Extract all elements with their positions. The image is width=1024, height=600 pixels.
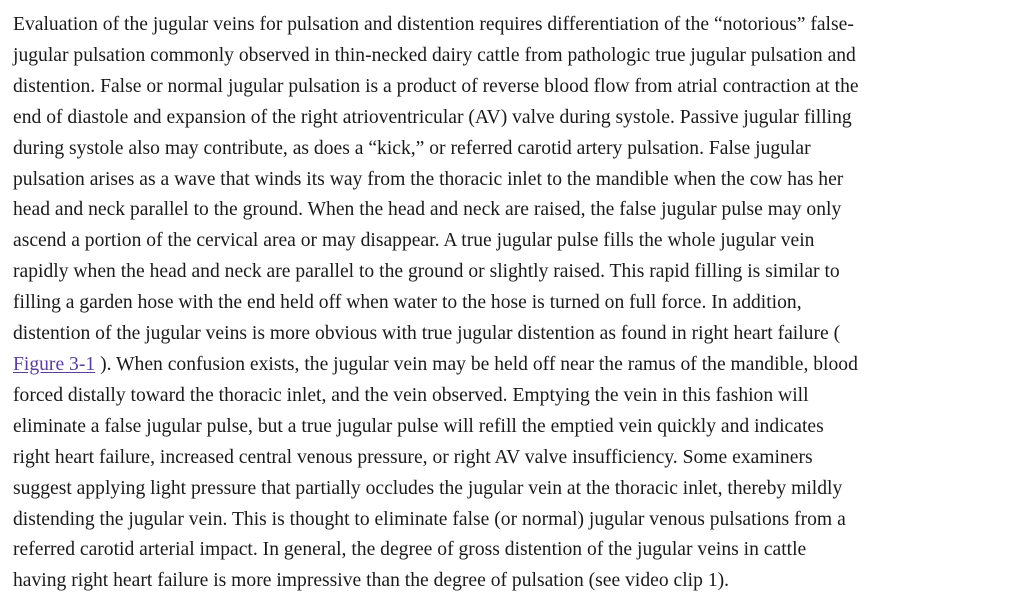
text-line: referred carotid arterial impact. In general, the degree of gross distention of the jugular veins in cattle [13,539,807,561]
text-line: eliminate a false jugular pulse, but a true jugular pulse will refill the emptied vein quickly and indicates [13,415,824,437]
text-after-link: ). When confusion exists, the jugular vein may be held off near the ramus of the mandible, blood [95,353,858,375]
text-line: ascend a portion of the cervical area or may disappear. A true jugular pulse fills the whole jugular vein [13,230,815,252]
text-line: end of diastole and expansion of the right atrioventricular (AV) valve during systole. Passive jugular filling [13,106,852,128]
text-line: suggest applying light pressure that partially occludes the jugular vein at the thoracic inlet, thereby mildly [13,477,843,499]
text-line: having right heart failure is more impressive than the degree of pulsation (see video clip 1). [13,570,730,592]
text-line-with-link [13,350,1017,381]
text-line: rapidly when the head and neck are parallel to the ground or slightly raised. This rapid filling is similar to [13,261,840,283]
text-line: head and neck parallel to the ground. When the head and neck are raised, the false jugular pulse may only [13,199,842,221]
text-line: distention. False or normal jugular pulsation is a product of reverse blood flow from atrial contraction at the [13,75,859,97]
text-line: filling a garden hose with the end held off when water to the hose is turned on full force. In addition, [13,292,802,314]
text-line: distention of the jugular veins is more obvious with true jugular distention as found in right heart failure ( [13,323,841,345]
text-line: forced distally toward the thoracic inlet, and the vein observed. Emptying the vein in this fashion will [13,384,809,406]
text-line: Evaluation of the jugular veins for pulsation and distention requires differentiation of the “notorious” false- [13,14,854,35]
body-paragraph [13,10,1017,597]
document-page [13,10,1017,597]
text-line: right heart failure, increased central venous pressure, or right AV valve insufficiency. Some examiners [13,446,813,468]
text-line: during systole also may contribute, as does a “kick,” or referred carotid artery pulsation. False jugular [13,137,811,159]
figure-3-1-link[interactable]: Figure 3-1 [13,353,96,375]
text-line: pulsation arises as a wave that winds its way from the thoracic inlet to the mandible when the cow has her [13,168,844,190]
text-line: jugular pulsation commonly observed in thin-necked dairy cattle from pathologic true jugular pulsation and [13,44,856,66]
text-line: distending the jugular vein. This is thought to eliminate false (or normal) jugular venous pulsations from a [13,508,846,530]
